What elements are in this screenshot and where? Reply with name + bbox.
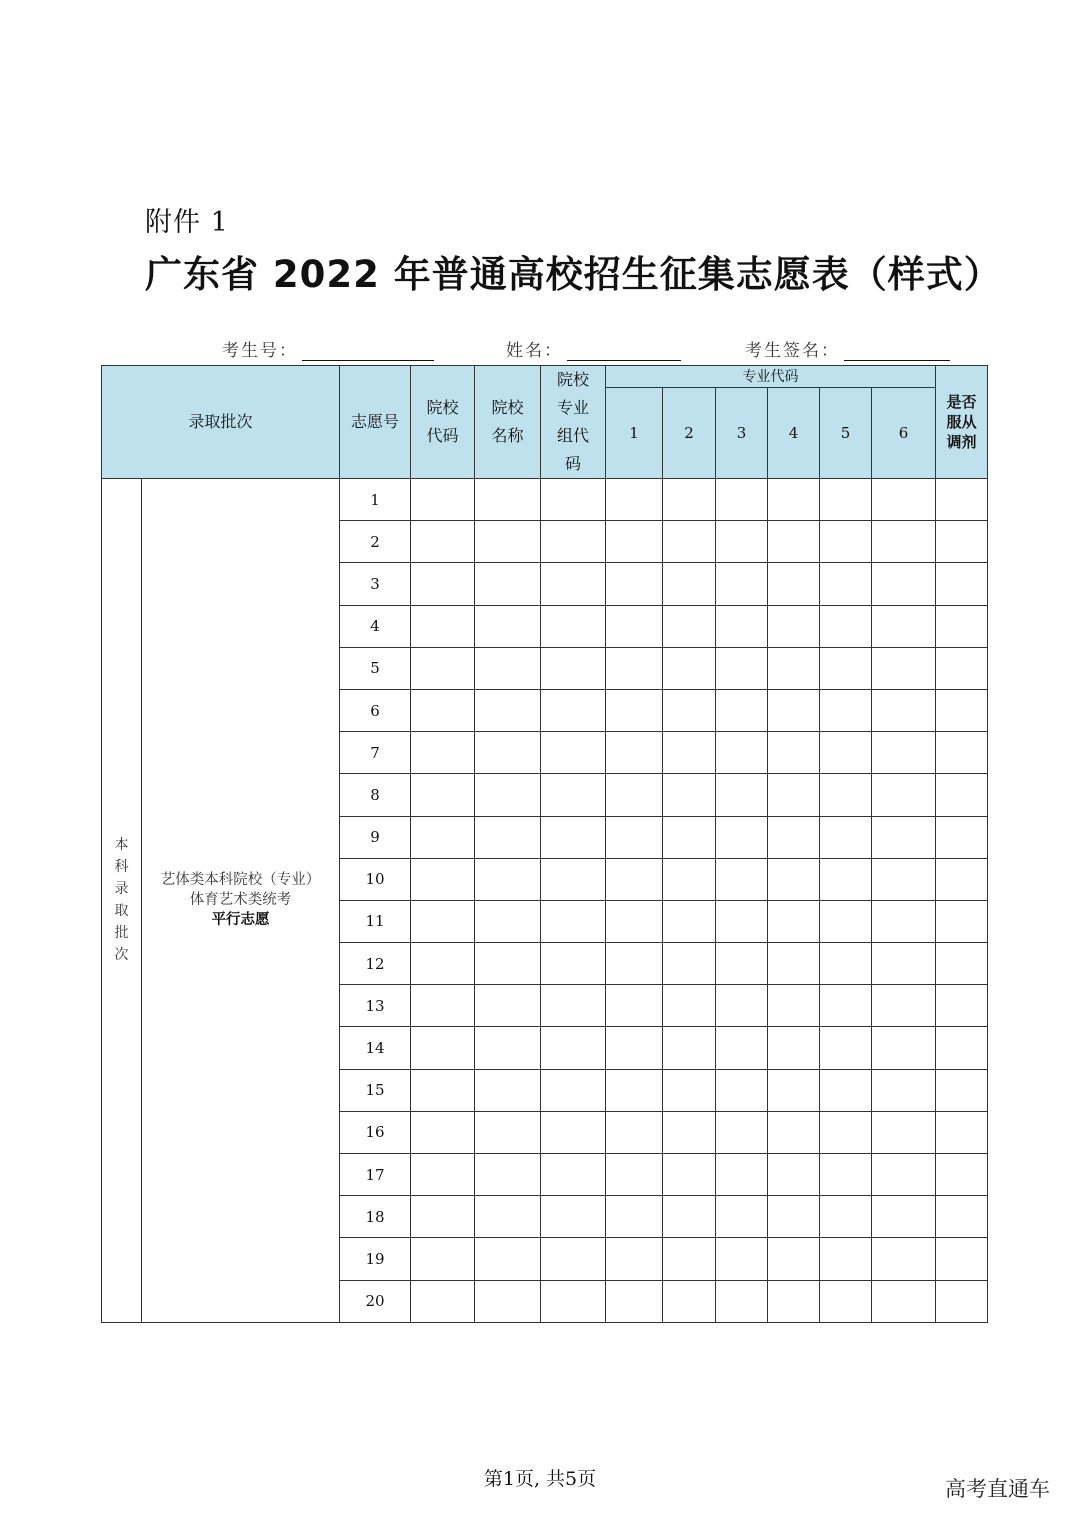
major-code-cell[interactable] (663, 1069, 716, 1111)
major-code-cell[interactable] (872, 816, 936, 858)
group-code-cell[interactable] (541, 774, 606, 816)
school-name-header-line2: 名称 (491, 426, 524, 445)
major-code-cell[interactable] (716, 816, 768, 858)
major-code-cell[interactable] (820, 900, 872, 942)
major-code-cell[interactable] (606, 732, 663, 774)
major-code-cell[interactable] (820, 985, 872, 1027)
major-code-cell[interactable] (872, 1111, 936, 1153)
choice-number: 1 (340, 479, 411, 521)
major-code-cell[interactable] (820, 563, 872, 605)
major-code-cell[interactable] (872, 521, 936, 563)
major-code-cell[interactable] (768, 605, 820, 647)
choice-number: 7 (340, 732, 411, 774)
group-code-cell[interactable] (541, 900, 606, 942)
major-code-cell[interactable] (872, 479, 936, 521)
major-code-cell[interactable] (606, 774, 663, 816)
adjust-cell[interactable] (936, 605, 988, 647)
major-code-cell[interactable] (820, 689, 872, 731)
major-code-cell[interactable] (768, 479, 820, 521)
choice-no-header: 志愿号 (340, 366, 411, 479)
group-code-cell[interactable] (541, 816, 606, 858)
major-code-cell[interactable] (820, 1154, 872, 1196)
adjust-cell[interactable] (936, 521, 988, 563)
school-name-cell[interactable] (475, 985, 541, 1027)
signature-label: 考生签名： (745, 341, 840, 361)
major-col-header: 2 (663, 388, 716, 479)
school-code-header-line2: 代码 (426, 426, 459, 445)
school-code-cell[interactable] (411, 1280, 475, 1322)
adjust-cell[interactable] (936, 732, 988, 774)
major-code-cell[interactable] (768, 900, 820, 942)
adjust-cell[interactable] (936, 1238, 988, 1280)
major-code-cell[interactable] (716, 647, 768, 689)
group-code-cell[interactable] (541, 858, 606, 900)
batch-cell (102, 479, 142, 1323)
choice-number: 8 (340, 774, 411, 816)
school-name-cell[interactable] (475, 1238, 541, 1280)
major-code-cell[interactable] (768, 985, 820, 1027)
batch-char: 录 (114, 881, 129, 898)
major-code-cell[interactable] (768, 816, 820, 858)
school-name-cell[interactable] (475, 563, 541, 605)
group-code-cell[interactable] (541, 1111, 606, 1153)
major-code-cell[interactable] (606, 858, 663, 900)
major-code-cell[interactable] (820, 1111, 872, 1153)
signature-field (745, 336, 950, 361)
major-code-cell[interactable] (663, 689, 716, 731)
major-code-header: 专业代码 (606, 366, 936, 388)
major-code-cell[interactable] (716, 563, 768, 605)
adjust-cell[interactable] (936, 1111, 988, 1153)
major-code-cell[interactable] (606, 900, 663, 942)
choice-number: 19 (340, 1238, 411, 1280)
major-code-cell[interactable] (663, 1111, 716, 1153)
school-name-cell[interactable] (475, 1069, 541, 1111)
major-code-cell[interactable] (768, 1027, 820, 1069)
attachment-label: 附件 1 (145, 207, 229, 238)
major-code-cell[interactable] (663, 605, 716, 647)
choice-number: 4 (340, 605, 411, 647)
major-code-cell[interactable] (820, 521, 872, 563)
major-code-cell[interactable] (872, 689, 936, 731)
major-code-cell[interactable] (716, 521, 768, 563)
school-code-cell[interactable] (411, 816, 475, 858)
major-code-cell[interactable] (872, 1154, 936, 1196)
major-code-cell[interactable] (872, 943, 936, 985)
table-row (102, 479, 988, 521)
choice-number: 12 (340, 943, 411, 985)
adjust-header-line3: 调剂 (946, 433, 977, 451)
major-code-cell[interactable] (663, 858, 716, 900)
major-code-cell[interactable] (663, 1196, 716, 1238)
major-code-cell[interactable] (820, 479, 872, 521)
batch-char: 次 (114, 947, 129, 964)
school-code-cell[interactable] (411, 689, 475, 731)
major-code-cell[interactable] (663, 732, 716, 774)
major-code-cell[interactable] (716, 1154, 768, 1196)
page-title: 广东省 2022 年普通高校招生征集志愿表（样式） (145, 253, 1002, 296)
adjust-cell[interactable] (936, 479, 988, 521)
major-code-cell[interactable] (663, 943, 716, 985)
name-blank[interactable] (567, 342, 681, 361)
group-code-cell[interactable] (541, 1196, 606, 1238)
major-code-cell[interactable] (716, 732, 768, 774)
adjust-cell[interactable] (936, 1196, 988, 1238)
major-code-cell[interactable] (768, 647, 820, 689)
major-code-cell[interactable] (872, 605, 936, 647)
school-name-header-line1: 院校 (491, 398, 524, 417)
major-code-cell[interactable] (716, 1280, 768, 1322)
major-code-cell[interactable] (872, 1069, 936, 1111)
major-code-cell[interactable] (716, 1196, 768, 1238)
school-code-header (411, 366, 475, 479)
major-code-cell[interactable] (768, 1280, 820, 1322)
adjust-cell[interactable] (936, 1027, 988, 1069)
school-name-cell[interactable] (475, 521, 541, 563)
application-form-table (101, 365, 988, 1323)
major-code-cell[interactable] (768, 689, 820, 731)
school-code-cell[interactable] (411, 1027, 475, 1069)
major-code-cell[interactable] (663, 774, 716, 816)
major-code-cell[interactable] (606, 605, 663, 647)
name-field (506, 336, 681, 361)
school-name-cell[interactable] (475, 1027, 541, 1069)
major-code-cell[interactable] (716, 1069, 768, 1111)
batch-char: 批 (114, 925, 129, 942)
adjust-cell[interactable] (936, 1280, 988, 1322)
exam-no-blank[interactable] (302, 342, 434, 361)
group-code-cell[interactable] (541, 1238, 606, 1280)
school-code-cell[interactable] (411, 647, 475, 689)
major-code-cell[interactable] (716, 774, 768, 816)
school-name-cell[interactable] (475, 647, 541, 689)
major-code-cell[interactable] (872, 858, 936, 900)
school-name-cell[interactable] (475, 774, 541, 816)
choice-number: 11 (340, 900, 411, 942)
school-code-cell[interactable] (411, 858, 475, 900)
major-code-cell[interactable] (820, 816, 872, 858)
group-code-cell[interactable] (541, 1027, 606, 1069)
major-code-cell[interactable] (820, 1069, 872, 1111)
school-name-cell[interactable] (475, 816, 541, 858)
group-code-header (541, 366, 606, 479)
major-code-cell[interactable] (606, 1027, 663, 1069)
major-code-cell[interactable] (606, 1154, 663, 1196)
major-code-cell[interactable] (872, 900, 936, 942)
signature-blank[interactable] (844, 342, 950, 361)
major-code-cell[interactable] (606, 985, 663, 1027)
group-code-header-line4: 码 (564, 454, 581, 473)
adjust-header-line1: 是否 (946, 393, 977, 411)
major-code-cell[interactable] (820, 774, 872, 816)
school-code-cell[interactable] (411, 563, 475, 605)
category-line2: 体育艺术类统考 (189, 892, 292, 909)
major-code-cell[interactable] (768, 1238, 820, 1280)
group-code-cell[interactable] (541, 563, 606, 605)
exam-no-field (222, 336, 434, 361)
batch-char: 本 (114, 837, 129, 854)
major-code-cell[interactable] (716, 858, 768, 900)
school-code-cell[interactable] (411, 1238, 475, 1280)
school-name-cell[interactable] (475, 479, 541, 521)
major-code-cell[interactable] (716, 1027, 768, 1069)
school-code-cell[interactable] (411, 605, 475, 647)
adjust-header (936, 366, 988, 479)
group-code-cell[interactable] (541, 521, 606, 563)
school-name-cell[interactable] (475, 689, 541, 731)
category-line1: 艺体类本科院校（专业） (160, 872, 321, 889)
school-code-cell[interactable] (411, 943, 475, 985)
school-code-cell[interactable] (411, 774, 475, 816)
major-col-header: 1 (606, 388, 663, 479)
choice-number: 17 (340, 1154, 411, 1196)
batch-char: 取 (114, 903, 129, 920)
choice-number: 14 (340, 1027, 411, 1069)
school-name-header (475, 366, 541, 479)
school-name-cell[interactable] (475, 1196, 541, 1238)
major-code-cell[interactable] (606, 1280, 663, 1322)
major-code-cell[interactable] (872, 1238, 936, 1280)
major-code-cell[interactable] (768, 858, 820, 900)
major-col-header: 5 (820, 388, 872, 479)
group-code-cell[interactable] (541, 1154, 606, 1196)
major-code-cell[interactable] (820, 943, 872, 985)
school-code-cell[interactable] (411, 985, 475, 1027)
group-code-cell[interactable] (541, 647, 606, 689)
school-name-cell[interactable] (475, 900, 541, 942)
major-code-cell[interactable] (606, 689, 663, 731)
watermark: 高考直通车 (945, 1477, 1050, 1501)
school-name-cell[interactable] (475, 943, 541, 985)
major-code-cell[interactable] (716, 689, 768, 731)
major-code-cell[interactable] (820, 858, 872, 900)
major-code-cell[interactable] (663, 521, 716, 563)
group-code-cell[interactable] (541, 1069, 606, 1111)
major-code-cell[interactable] (663, 1027, 716, 1069)
major-code-cell[interactable] (606, 563, 663, 605)
major-code-cell[interactable] (606, 1069, 663, 1111)
adjust-header-line2: 服从 (946, 413, 977, 431)
major-code-cell[interactable] (820, 1027, 872, 1069)
major-code-cell[interactable] (606, 1196, 663, 1238)
school-code-cell[interactable] (411, 1069, 475, 1111)
adjust-cell[interactable] (936, 943, 988, 985)
major-code-cell[interactable] (872, 563, 936, 605)
major-code-cell[interactable] (768, 563, 820, 605)
major-code-cell[interactable] (663, 563, 716, 605)
choice-number: 20 (340, 1280, 411, 1322)
major-code-cell[interactable] (663, 816, 716, 858)
choice-number: 3 (340, 563, 411, 605)
adjust-cell[interactable] (936, 563, 988, 605)
group-code-cell[interactable] (541, 1280, 606, 1322)
major-code-cell[interactable] (716, 1238, 768, 1280)
school-name-cell[interactable] (475, 732, 541, 774)
exam-no-label: 考生号： (222, 341, 298, 361)
group-code-cell[interactable] (541, 689, 606, 731)
school-code-cell[interactable] (411, 521, 475, 563)
major-code-cell[interactable] (820, 1238, 872, 1280)
major-code-cell[interactable] (663, 647, 716, 689)
school-name-cell[interactable] (475, 1154, 541, 1196)
major-code-cell[interactable] (663, 1280, 716, 1322)
major-code-cell[interactable] (716, 605, 768, 647)
major-code-cell[interactable] (872, 647, 936, 689)
major-code-cell[interactable] (872, 774, 936, 816)
major-code-cell[interactable] (606, 521, 663, 563)
school-code-cell[interactable] (411, 1111, 475, 1153)
major-code-cell[interactable] (716, 1111, 768, 1153)
major-code-cell[interactable] (663, 985, 716, 1027)
group-code-cell[interactable] (541, 943, 606, 985)
adjust-cell[interactable] (936, 985, 988, 1027)
form-body (102, 479, 988, 1323)
school-code-cell[interactable] (411, 732, 475, 774)
major-code-cell[interactable] (768, 1196, 820, 1238)
major-code-cell[interactable] (768, 732, 820, 774)
major-code-cell[interactable] (768, 774, 820, 816)
choice-number: 9 (340, 816, 411, 858)
adjust-cell[interactable] (936, 816, 988, 858)
group-code-cell[interactable] (541, 732, 606, 774)
major-code-cell[interactable] (872, 1280, 936, 1322)
group-code-cell[interactable] (541, 605, 606, 647)
choice-number: 10 (340, 858, 411, 900)
major-code-cell[interactable] (606, 943, 663, 985)
school-name-cell[interactable] (475, 605, 541, 647)
school-code-cell[interactable] (411, 479, 475, 521)
major-code-cell[interactable] (663, 479, 716, 521)
school-name-cell[interactable] (475, 1280, 541, 1322)
school-code-header-line1: 院校 (426, 398, 459, 417)
group-code-cell[interactable] (541, 985, 606, 1027)
major-code-cell[interactable] (716, 985, 768, 1027)
school-code-cell[interactable] (411, 1154, 475, 1196)
major-col-header: 4 (768, 388, 820, 479)
major-code-cell[interactable] (820, 647, 872, 689)
major-code-cell[interactable] (768, 1111, 820, 1153)
adjust-cell[interactable] (936, 647, 988, 689)
major-code-cell[interactable] (820, 732, 872, 774)
major-code-cell[interactable] (872, 985, 936, 1027)
major-code-cell[interactable] (872, 732, 936, 774)
major-code-cell[interactable] (872, 1196, 936, 1238)
name-label: 姓名： (506, 341, 563, 361)
group-code-cell[interactable] (541, 479, 606, 521)
major-code-cell[interactable] (820, 1280, 872, 1322)
choice-number: 15 (340, 1069, 411, 1111)
choice-number: 2 (340, 521, 411, 563)
choice-number: 5 (340, 647, 411, 689)
group-code-header-line1: 院校 (556, 370, 589, 389)
adjust-cell[interactable] (936, 858, 988, 900)
major-code-cell[interactable] (716, 943, 768, 985)
major-code-cell[interactable] (768, 1154, 820, 1196)
major-code-cell[interactable] (716, 479, 768, 521)
major-code-cell[interactable] (606, 816, 663, 858)
major-code-cell[interactable] (768, 521, 820, 563)
adjust-cell[interactable] (936, 1154, 988, 1196)
major-code-cell[interactable] (606, 1111, 663, 1153)
adjust-cell[interactable] (936, 774, 988, 816)
major-code-cell[interactable] (606, 479, 663, 521)
major-code-cell[interactable] (606, 647, 663, 689)
choice-number: 6 (340, 689, 411, 731)
school-name-cell[interactable] (475, 858, 541, 900)
adjust-cell[interactable] (936, 689, 988, 731)
major-code-cell[interactable] (872, 1027, 936, 1069)
adjust-cell[interactable] (936, 1069, 988, 1111)
category-line3: 平行志愿 (211, 912, 270, 929)
major-col-header: 3 (716, 388, 768, 479)
school-name-cell[interactable] (475, 1111, 541, 1153)
major-code-cell[interactable] (663, 1154, 716, 1196)
major-code-cell[interactable] (663, 900, 716, 942)
category-cell (142, 479, 340, 1323)
batch-char: 科 (114, 859, 129, 876)
major-code-cell[interactable] (820, 605, 872, 647)
choice-number: 18 (340, 1196, 411, 1238)
school-code-cell[interactable] (411, 1196, 475, 1238)
school-code-cell[interactable] (411, 900, 475, 942)
major-code-cell[interactable] (820, 1196, 872, 1238)
choice-number: 13 (340, 985, 411, 1027)
group-code-header-line3: 组代 (556, 426, 589, 445)
group-code-header-line2: 专业 (556, 398, 589, 417)
batch-header: 录取批次 (102, 366, 340, 479)
major-col-header: 6 (872, 388, 936, 479)
page-number: 第1页, 共5页 (483, 1468, 597, 1490)
major-code-cell[interactable] (606, 1238, 663, 1280)
major-code-cell[interactable] (663, 1238, 716, 1280)
major-code-cell[interactable] (716, 900, 768, 942)
major-code-cell[interactable] (768, 943, 820, 985)
choice-number: 16 (340, 1111, 411, 1153)
adjust-cell[interactable] (936, 900, 988, 942)
major-code-cell[interactable] (768, 1069, 820, 1111)
